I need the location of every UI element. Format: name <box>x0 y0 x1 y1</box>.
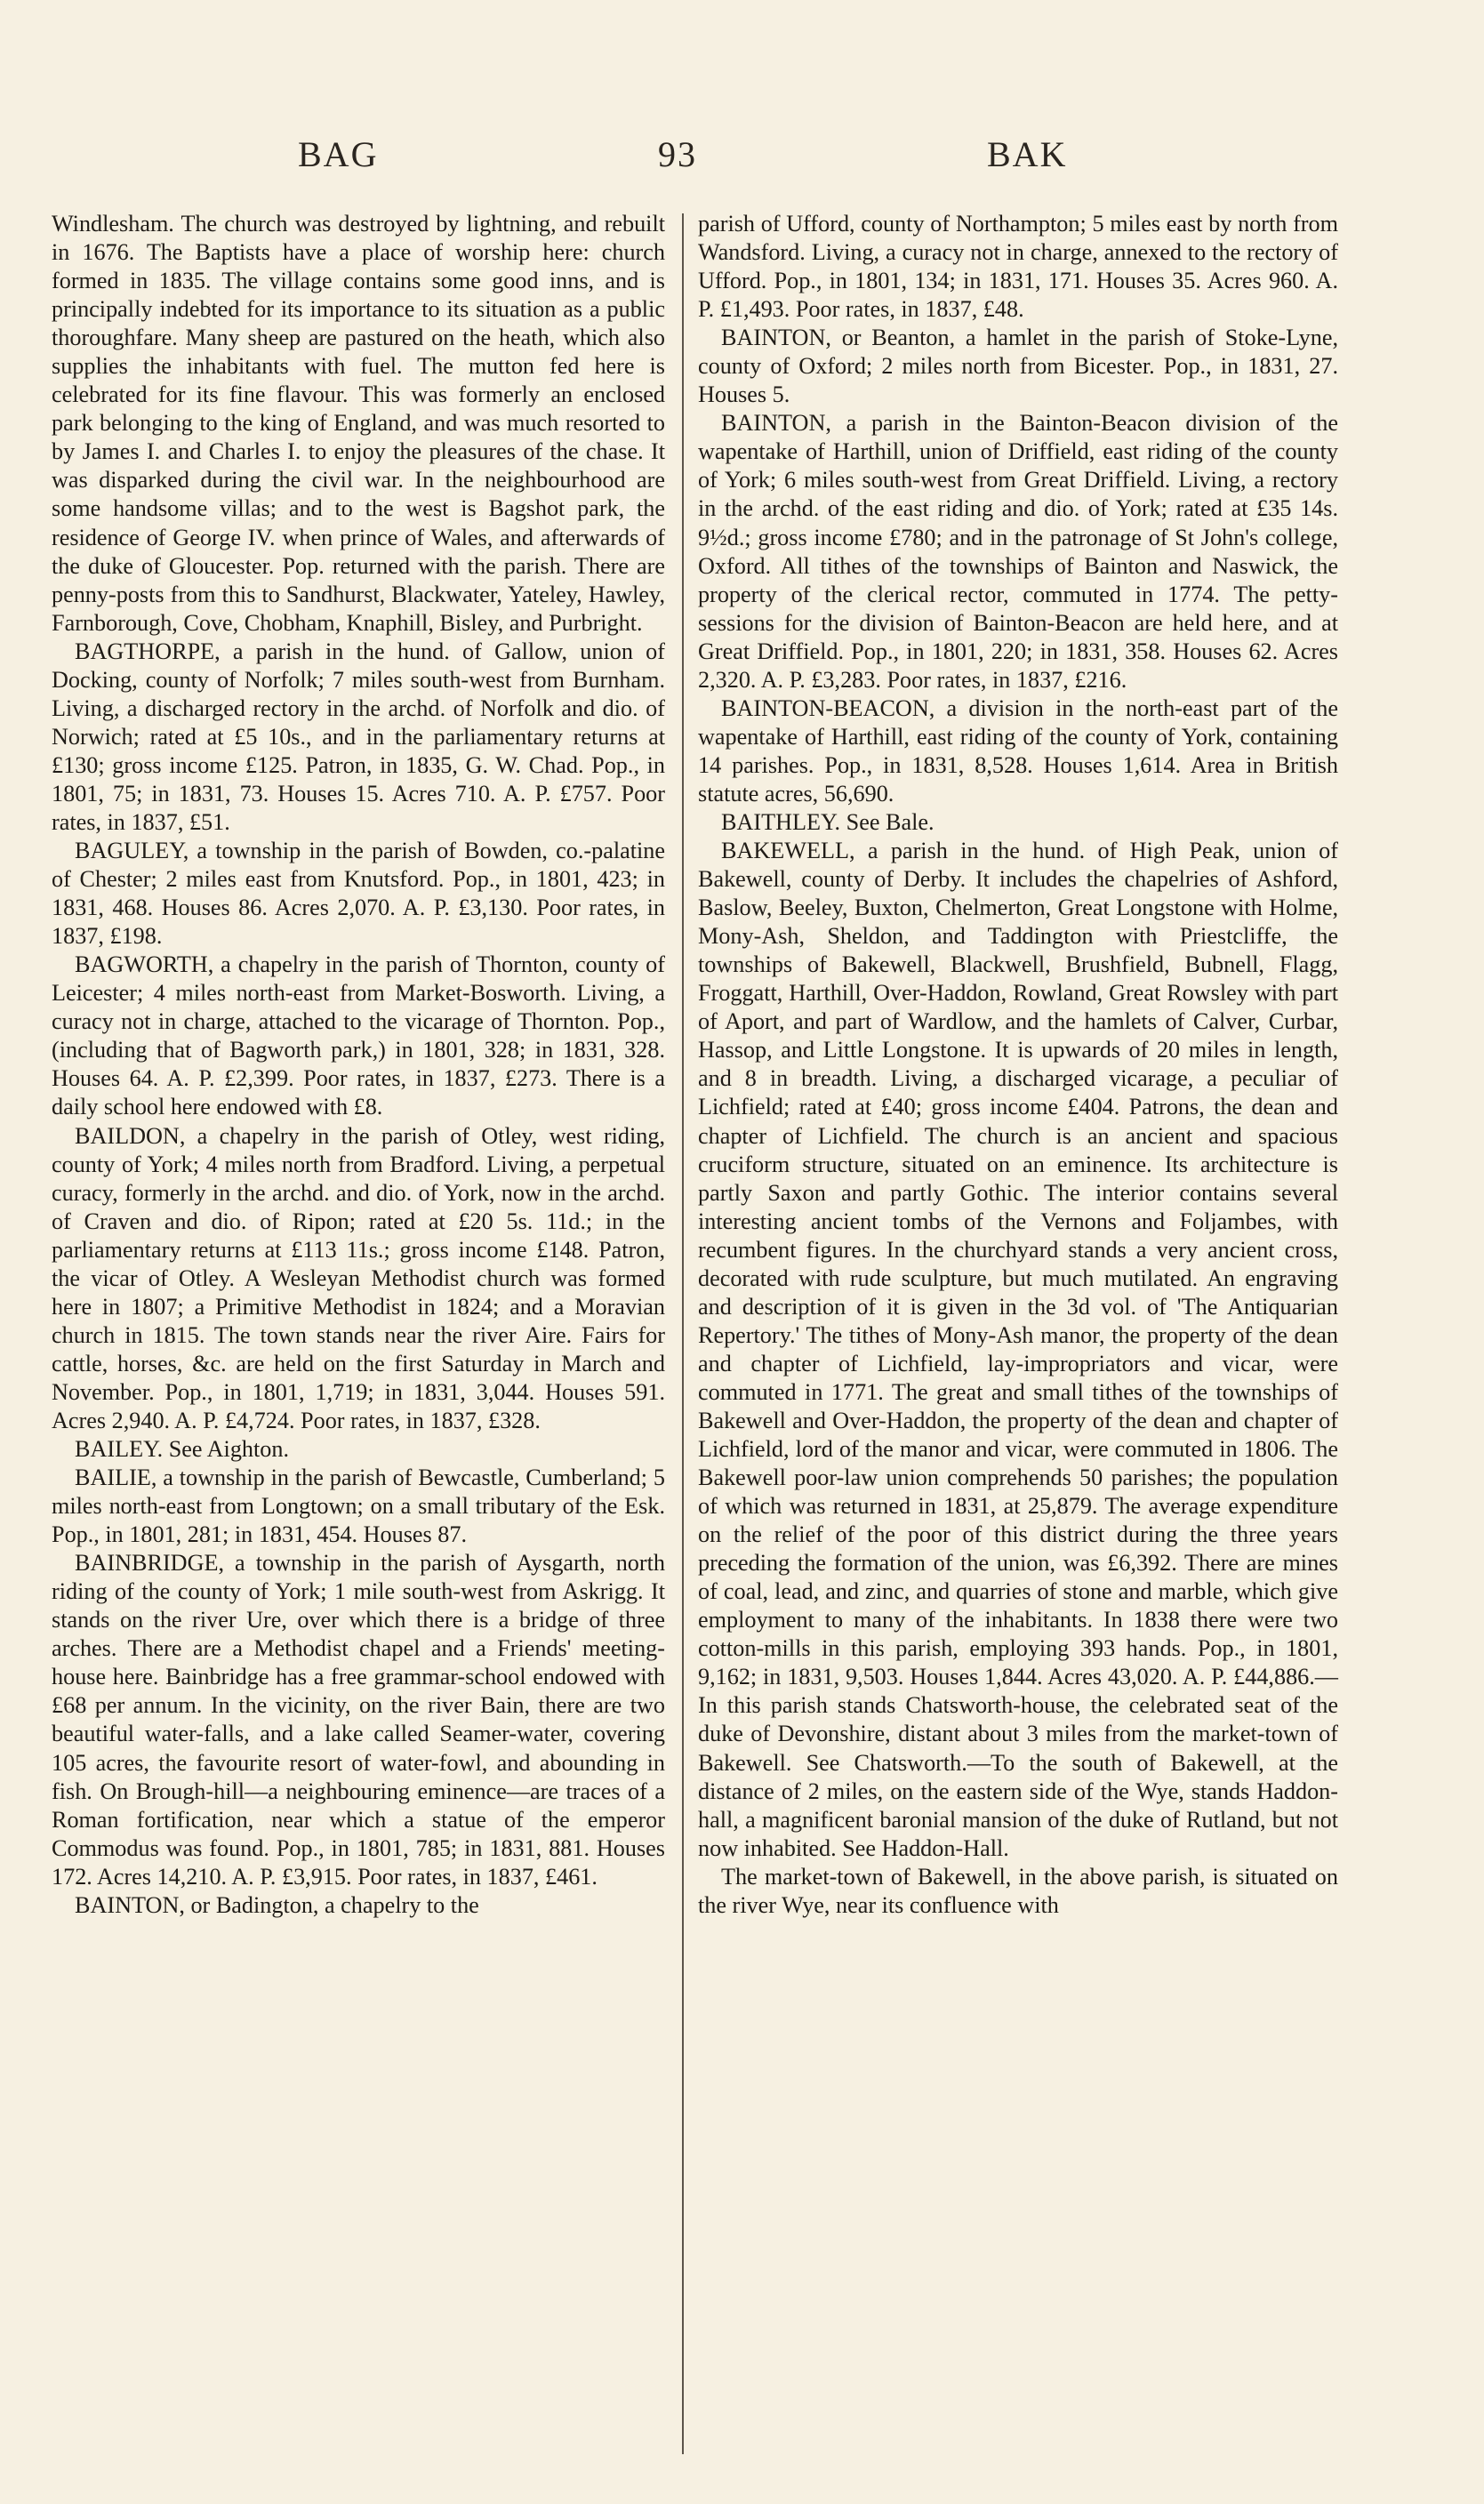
entry-baguley: BAGULEY, a township in the parish of Bowden, co.-palatine of Chester; 2 miles east from Knutsford. Pop., in 1801, 423; in 1831, 468. Houses 86. Acres 2,070. A. P. £3,130. Poor rates, in 1837, £198. <box>52 838 665 950</box>
column-divider <box>682 213 684 2454</box>
right-column <box>698 210 1338 1920</box>
page-number: 93 <box>658 134 697 174</box>
left-column <box>52 210 665 1920</box>
entry-bainton-parish: BAINTON, a parish in the Bainton-Beacon division of the wapentake of Harthill, union of Driffield, east riding of the county of York; 6 miles south-west from Great Driffield. Living, a rectory in the archd. of the east riding and dio. of York; rated at £35 14s. 9½d.; gross income £780; and in the patronage of St John's college, Oxford. All tithes of the townships of Bainton and Naswick, the property of the clerical rector, commuted in 1774. The petty-sessions for the division of Bainton-Beacon are held here, and at Great Driffield. Pop., in 1801, 220; in 1831, 358. Houses 62. Acres 2,320. A. P. £3,283. Poor rates, in 1837, £216. <box>698 410 1338 693</box>
entry-baildon: BAILDON, a chapelry in the parish of Otley, west riding, county of York; 4 miles north from Bradford. Living, a perpetual curacy, formerly in the archd. and dio. of York, now in the archd. of Craven and dio. of Ripon; rated at £20 5s. 11d.; in the parliamentary returns at £113 11s.; gross income £148. Patron, the vicar of Otley. A Wesleyan Methodist church was formed here in 1807; a Primitive Methodist in 1824; and a Moravian church in 1815. The town stands near the river Aire. Fairs for cattle, horses, &c. are held on the first Saturday in March and November. Pop., in 1801, 1,719; in 1831, 3,044. Houses 591. Acres 2,940. A. P. £4,724. Poor rates, in 1837, £328. <box>52 1122 665 1433</box>
entry-bakewell: BAKEWELL, a parish in the hund. of High Peak, union of Bakewell, county of Derby. It includes the chapelries of Ashford, Baslow, Beeley, Buxton, Chelmerton, Great Longstone with Holme, Mony-Ash, Sheldon, and Taddington with Priestcliffe, the townships of Bakewell, Blackwell, Brushfield, Bubnell, Flagg, Froggatt, Harthill, Over-Haddon, Rowland, Great Rowsley with part of Aport, and part of Wardlow, and the hamlets of Calver, Curbar, Hassop, and Little Longstone. It is upwards of 20 miles in length, and 8 in breadth. Living, a discharged vicarage, a peculiar of Lichfield; rated at £40; gross income £404. Patrons, the dean and chapter of Lichfield. The church is an ancient and spacious cruciform structure, situated on an eminence. Its architecture is partly Saxon and partly Gothic. The interior contains several interesting ancient tombs of the Vernons and Foljambes, with recumbent figures. In the churchyard stands a very ancient cross, decorated with rude sculpture, but much mutilated. An engraving and description of it is given in the 3d vol. of 'The Antiquarian Repertory.' The tithes of Mony-Ash manor, the property of the dean and chapter of Lichfield, lay-impropriators and vicar, were commuted in 1771. The great and small tithes of the townships of Bakewell and Over-Haddon, the property of the dean and chapter of Lichfield, lord of the manor and vicar, were commuted in 1806. The Bakewell poor-law union comprehends 50 parishes; the population of which was returned in 1831, at 25,879. The average expenditure on the relief of the poor of this district during the three years preceding the formation of the union, was £6,392. There are mines of coal, lead, and zinc, and quarries of stone and marble, which give employment to many of the inhabitants. In 1838 there were two cotton-mills in this parish, employing 393 hands. Pop., in 1801, 9,162; in 1831, 9,503. Houses 1,844. Acres 43,020. A. P. £44,886.—In this parish stands Chatsworth-house, the celebrated seat of the duke of Devonshire, distant about 3 miles from the market-town of Bakewell. See Chatsworth.—To the south of Bakewell, at the distance of 2 miles, on the eastern side of the Wye, stands Haddon-hall, a magnificent baronial mansion of the duke of Rutland, but not now inhabited. See Haddon-Hall. <box>698 838 1338 1861</box>
entry-bakewell-town: The market-town of Bakewell, in the above parish, is situated on the river Wye, near its confluence with <box>698 1863 1338 1918</box>
entry-bagthorpe: BAGTHORPE, a parish in the hund. of Gallow, union of Docking, county of Norfolk; 7 miles south-west from Burnham. Living, a discharged rectory in the archd. of Norfolk and dio. of Norwich; rated at £5 10s., and in the parliamentary returns at £130; gross income £125. Patron, in 1835, G. W. Chad. Pop., in 1801, 75; in 1831, 73. Houses 15. Acres 710. A. P. £757. Poor rates, in 1837, £51. <box>52 638 665 835</box>
entry-baithley: BAITHLEY. See Bale. <box>721 808 935 835</box>
running-header <box>0 133 1484 187</box>
entry-bainton-badington-continued: parish of Ufford, county of Northampton; 5 miles east by north from Wandsford. Living, a curacy not in charge, annexed to the rectory of Ufford. Pop., in 1801, 134; in 1831, 171. Houses 35. Acres 960. A. P. £1,493. Poor rates, in 1837, £48. <box>698 211 1338 323</box>
guide-word-left: BAG <box>298 134 379 174</box>
entry-bainton-badington: BAINTON, or Badington, a chapelry to the <box>75 1891 479 1918</box>
entry-bailie: BAILIE, a township in the parish of Bewcastle, Cumberland; 5 miles north-east from Longtown; on a small tributary of the Esk. Pop., in 1801, 281; in 1831, 454. Houses 87. <box>52 1465 665 1548</box>
entry-bagworth: BAGWORTH, a chapelry in the parish of Thornton, county of Leicester; 4 miles north-east from Market-Bosworth. Living, a curacy not in charge, attached to the vicarage of Thornton. Pop., (including that of Bagworth park,) in 1801, 328; in 1831, 328. Houses 64. A. P. £2,399. Poor rates, in 1837, £273. There is a daily school here endowed with £8. <box>52 951 665 1120</box>
entry-windlesham-continued: Windlesham. The church was destroyed by lightning, and rebuilt in 1676. The Baptists have a place of worship here: church formed in 1835. The village contains some good inns, and is principally indebted for its importance to its situation as a public thoroughfare. Many sheep are pastured on the heath, which also supplies the inhabitants with fuel. The mutton fed here is celebrated for its fine flavour. This was formerly an enclosed park belonging to the king of England, and was much resorted to by James I. and Charles I. to enjoy the pleasures of the chase. It was disparked during the civil war. In the neighbourhood are some handsome villas; and to the west is Bagshot park, the residence of George IV. when prince of Wales, and afterwards of the duke of Gloucester. Pop. returned with the parish. There are penny-posts from this to Sandhurst, Blackwater, Yateley, Hawley, Farnborough, Cove, Chobham, Knaphill, Bisley, and Purbright. <box>52 211 665 636</box>
entry-bainton-beanton: BAINTON, or Beanton, a hamlet in the parish of Stoke-Lyne, county of Oxford; 2 miles north from Bicester. Pop., in 1831, 27. Houses 5. <box>698 325 1338 408</box>
entry-bainton-beacon: BAINTON-BEACON, a division in the north-east part of the wapentake of Harthill, east riding of the county of York, containing 14 parishes. Pop., in 1831, 8,528. Houses 1,614. Area in British statute acres, 56,690. <box>698 694 1338 807</box>
entry-bailey: BAILEY. See Aighton. <box>75 1436 290 1463</box>
entry-bainbridge: BAINBRIDGE, a township in the parish of Aysgarth, north riding of the county of York; 1 mile south-west from Askrigg. It stands on the river Ure, over which there is a bridge of three arches. There are a Methodist chapel and a Friends' meeting-house here. Bainbridge has a free grammar-school endowed with £68 per annum. In the vicinity, on the river Bain, there are two beautiful water-falls, and a lake called Seamer-water, covering 105 acres, the favourite resort of water-fowl, and abounding in fish. On Brough-hill—a neighbouring eminence—are traces of a Roman fortification, near which a statue of the emperor Commodus was found. Pop., in 1801, 785; in 1831, 881. Houses 172. Acres 14,210. A. P. £3,915. Poor rates, in 1837, £461. <box>52 1550 665 1890</box>
guide-word-right: BAK <box>987 134 1068 174</box>
